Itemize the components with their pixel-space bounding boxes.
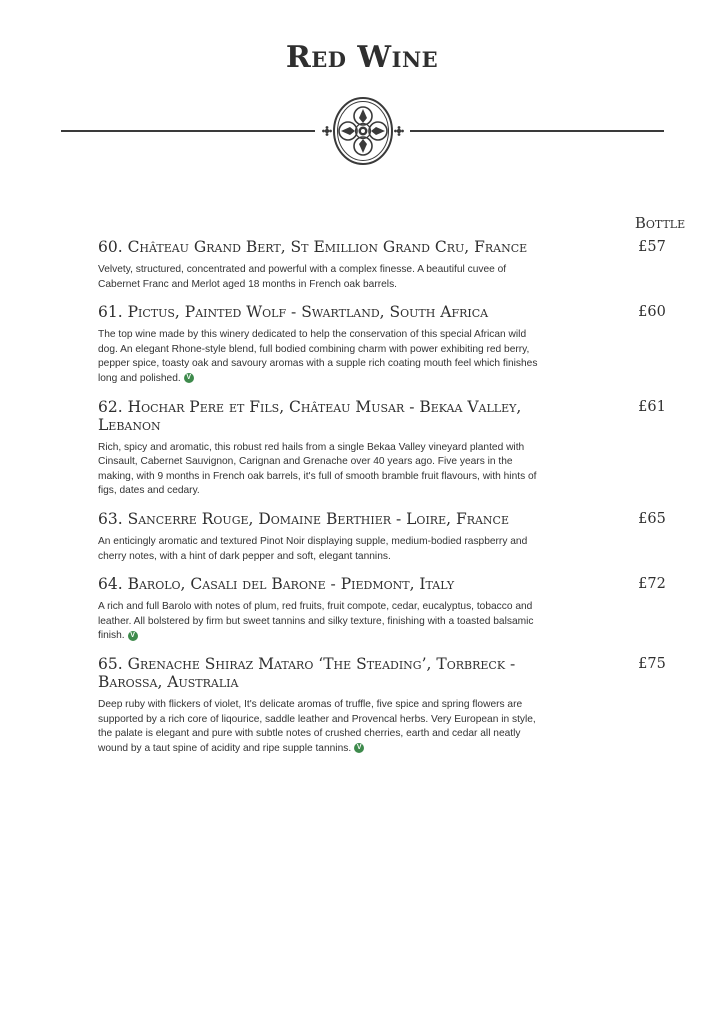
- wine-name: 60. Château Grand Bert, St Emillion Grand Cru, France: [98, 238, 528, 256]
- wine-description: Rich, spicy and aromatic, this robust red hails from a single Bekaa Valley vineyard planted with Cinsault, Cabernet Sauvignon, Carignan and Grenache over 40 years ago. Five years in the making, with 9 months in French oak barrels, it's full of smooth bramble fruit flavours, with hints of figs, dates and cedary.: [98, 441, 537, 497]
- wine-description: Deep ruby with flickers of violet, It's delicate aromas of truffle, five spice and spring flowers are supported by a rich core of liqourice, saddle leather and Provencal herbs. Very European in style, the palate is elegant and pure with subtle notes of crushed cherries, earth and cedar all neatly wound by a taut spine of acidity and ripe supple tannins. V: [98, 698, 536, 754]
- wine-price: £65: [638, 510, 666, 527]
- divider-line-left: [61, 130, 315, 132]
- wine-description: The top wine made by this winery dedicated to help the conservation of this special African wild dog. An elegant Rhone-style blend, full bodied combining charm with power exhibiting red berry, pepper spice, toasty oak and savoury aromas with a supple rich coating mouth feel which finishes long and polished. V: [98, 329, 538, 384]
- wine-price: £57: [638, 239, 666, 255]
- wine-price: £72: [638, 576, 666, 593]
- title-divider: [61, 96, 664, 166]
- wine-name: 64. Barolo, Casali del Barone - Piedmont, Italy: [98, 575, 455, 594]
- divider-line-right: [410, 130, 664, 132]
- wine-price: £61: [638, 398, 666, 415]
- vegan-badge-icon: V: [354, 743, 364, 753]
- wine-item: [98, 238, 698, 292]
- vegan-badge-icon: V: [128, 631, 138, 641]
- wine-item: [98, 510, 698, 564]
- wine-item: [98, 303, 698, 386]
- wine-description: Velvety, structured, concentrated and powerful with a complex finesse. A beautiful cuvee of Cabernet Franc and Merlot aged 18 months in French oak barrels.: [98, 264, 507, 290]
- wine-price: £60: [638, 304, 666, 321]
- wine-list: [98, 238, 698, 767]
- bottle-column-header: Bottle: [634, 214, 686, 232]
- vegan-badge-icon: V: [184, 373, 194, 383]
- wine-item: [98, 398, 698, 499]
- wine-name: 62. Hochar Pere et Fils, Château Musar - Bekaa Valley, Lebanon: [98, 397, 522, 434]
- wine-name: 63. Sancerre Rouge, Domaine Berthier - Loire, France: [98, 509, 510, 528]
- wine-name: 65. Grenache Shiraz Mataro ‘The Steading’, Torbreck - Barossa, Australia: [98, 654, 516, 691]
- medallion-ornament-icon: [321, 96, 405, 166]
- wine-name: 61. Pictus, Painted Wolf - Swartland, South Africa: [98, 303, 489, 322]
- wine-description: An enticingly aromatic and textured Pinot Noir displaying supple, medium-bodied raspberry and cherry notes, with a hint of dark pepper and soft, elegant tannins.: [98, 535, 528, 562]
- page-title: Red Wine: [285, 40, 439, 75]
- wine-item: [98, 575, 698, 644]
- wine-price: £75: [638, 655, 666, 672]
- wine-description: A rich and full Barolo with notes of plum, red fruits, fruit compote, cedar, eucalyptus, tobacco and leather. All bolstered by firm but sweet tannins and silky texture, finishing with a toasted balsamic finish. V: [98, 601, 534, 642]
- wine-item: [98, 655, 698, 756]
